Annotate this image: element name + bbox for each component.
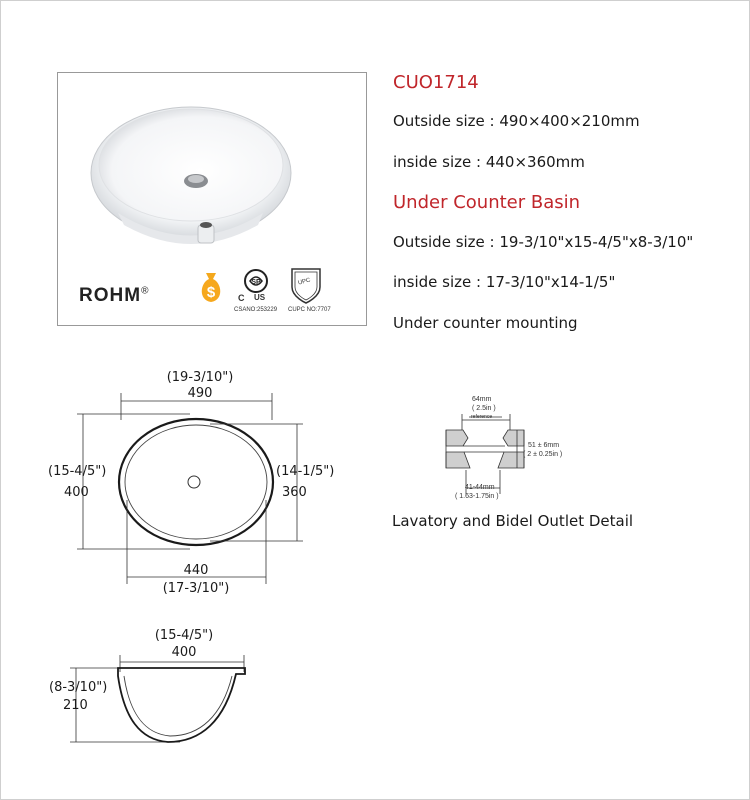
side-width-mm: 400 bbox=[171, 645, 197, 660]
inside-size-mm: inside size : 440×360mm bbox=[393, 153, 585, 171]
mounting-type: Under counter mounting bbox=[393, 314, 578, 332]
outlet-top-in: ( 2.5in ) bbox=[472, 405, 496, 412]
outside-size-in: Outside size : 19-3/10"x15-4/5"x8-3/10" bbox=[393, 233, 694, 251]
svg-text:SP: SP bbox=[251, 279, 261, 286]
outlet-right-mm: 51 ± 6mm bbox=[528, 442, 560, 449]
upc-label: UPC bbox=[297, 277, 312, 287]
product-category: Under Counter Basin bbox=[393, 192, 581, 213]
svg-text:$: $ bbox=[206, 284, 216, 301]
csa-c-label: C bbox=[238, 293, 245, 303]
cupc-cert-number: CUPC NO:7707 bbox=[288, 307, 331, 313]
outside-size-mm: Outside size : 490×400×210mm bbox=[393, 112, 640, 130]
side-height-mm: 210 bbox=[63, 698, 88, 713]
top-outer-width-mm: 490 bbox=[187, 386, 213, 401]
top-inner-width-mm: 440 bbox=[183, 563, 209, 578]
top-outer-width-in: (19-3/10") bbox=[166, 370, 234, 385]
top-inner-depth-mm: 360 bbox=[282, 485, 307, 500]
side-height-in: (8-3/10") bbox=[49, 680, 108, 695]
side-width-in: (15-4/5") bbox=[154, 628, 214, 643]
outlet-top-mm: 64mm bbox=[472, 396, 492, 403]
outlet-right-in: ( 2 ± 0.25in ) bbox=[523, 451, 563, 458]
inside-size-in: inside size : 17-3/10"x14-1/5" bbox=[393, 273, 616, 291]
top-outer-depth-mm: 400 bbox=[64, 485, 89, 500]
outlet-bottom-mm: 41-44mm bbox=[465, 484, 495, 491]
model-number: CUO1714 bbox=[393, 72, 479, 93]
top-inner-depth-in: (14-1/5") bbox=[276, 464, 335, 479]
csa-cert-number: CSANO:253229 bbox=[234, 307, 278, 313]
outlet-bottom-in: ( 1.63-1.75in ) bbox=[455, 493, 499, 500]
csa-us-label: US bbox=[254, 293, 266, 302]
brand-logo: ROHM® bbox=[79, 285, 150, 306]
outlet-detail-caption: Lavatory and Bidel Outlet Detail bbox=[392, 512, 634, 530]
top-inner-width-in: (17-3/10") bbox=[162, 581, 230, 596]
outlet-reference: reference bbox=[471, 414, 493, 420]
top-outer-depth-in: (15-4/5") bbox=[48, 464, 107, 479]
